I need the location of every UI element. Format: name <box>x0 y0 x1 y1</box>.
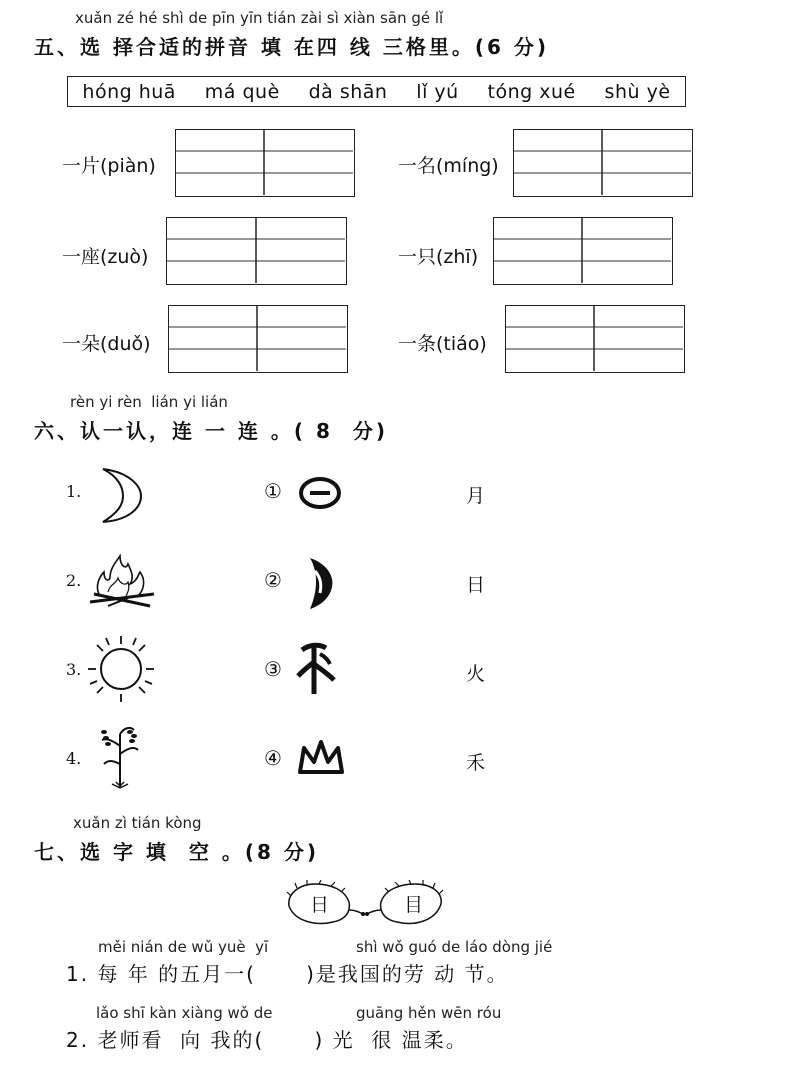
chinese-character[interactable]: 月 <box>466 485 486 507</box>
row-number: 1. <box>66 482 82 501</box>
word-option: má què <box>204 80 280 103</box>
word-option: hóng huā <box>82 80 176 103</box>
section7-title: 七、选 字 填 空 。(8 分) <box>34 840 319 864</box>
word-option: dà shān <box>308 80 388 103</box>
sentence1-pinyin-left: měi nián de wǔ yuè yī <box>98 938 269 956</box>
four-line-grid[interactable] <box>493 217 673 285</box>
ancient-moon-glyph[interactable] <box>306 555 336 615</box>
ancient-grain-glyph[interactable] <box>296 640 336 700</box>
sentence2-pinyin-right: guāng hěn wēn róu <box>356 1004 502 1022</box>
four-line-grid[interactable] <box>175 129 355 197</box>
circled-number: ② <box>264 568 282 592</box>
sentence1-text: 1. 每 年 的五月一( )是我国的劳 动 节。 <box>66 962 509 986</box>
section7-pinyin: xuǎn zì tián kòng <box>73 814 202 832</box>
row-number: 3. <box>66 660 82 679</box>
chinese-character[interactable]: 禾 <box>466 752 486 774</box>
choice-character[interactable]: 日 <box>310 894 330 916</box>
section6-title: 六、认一认，连 一 连 。( 8 分) <box>34 419 388 443</box>
rice-plant-icon[interactable] <box>98 724 142 794</box>
row-number: 4. <box>66 749 82 768</box>
circled-number: ① <box>264 479 282 503</box>
sun-icon[interactable] <box>86 634 156 708</box>
item-label-duo: 一朵(duǒ) <box>62 333 151 355</box>
four-line-grid[interactable] <box>168 305 348 373</box>
word-option: tóng xué <box>487 80 576 103</box>
sentence1-pinyin-right: shì wǒ guó de láo dòng jié <box>356 938 553 956</box>
four-line-grid[interactable] <box>505 305 685 373</box>
sentence2-pinyin-left: lǎo shī kàn xiàng wǒ de <box>96 1004 273 1022</box>
item-label-tiao: 一条(tiáo) <box>398 333 487 355</box>
crescent-moon-icon[interactable] <box>95 466 145 528</box>
four-line-grid[interactable] <box>513 129 693 197</box>
section5-title: 五、选 择合适的拼音 填 在四 线 三格里。(6 分) <box>34 35 549 59</box>
chinese-character[interactable]: 日 <box>466 574 486 596</box>
item-label-ming: 一名(míng) <box>398 155 499 177</box>
circled-number: ④ <box>264 746 282 770</box>
item-label-zhi: 一只(zhī) <box>398 246 479 268</box>
word-option: shù yè <box>604 80 671 103</box>
hedgehog-choice-group <box>285 880 445 928</box>
word-option: lǐ yú <box>416 80 459 103</box>
four-line-grid[interactable] <box>166 217 347 285</box>
ancient-sun-glyph[interactable] <box>296 476 344 514</box>
row-number: 2. <box>66 571 82 590</box>
item-label-zuo: 一座(zuò) <box>62 246 149 268</box>
campfire-icon[interactable] <box>88 554 156 614</box>
sentence2-text: 2. 老师看 向 我的( ) 光 很 温柔。 <box>66 1028 468 1052</box>
choice-character[interactable]: 目 <box>404 894 424 916</box>
circled-number: ③ <box>264 657 282 681</box>
ancient-fire-glyph[interactable] <box>296 738 346 780</box>
pinyin-word-bank <box>67 76 686 107</box>
item-label-pian: 一片(piàn) <box>62 155 156 177</box>
section6-pinyin: rèn yi rèn lián yi lián <box>70 393 228 411</box>
chinese-character[interactable]: 火 <box>466 663 486 685</box>
section5-pinyin: xuǎn zé hé shì de pīn yīn tián zài sì xiàn sān gé lǐ <box>75 9 444 27</box>
